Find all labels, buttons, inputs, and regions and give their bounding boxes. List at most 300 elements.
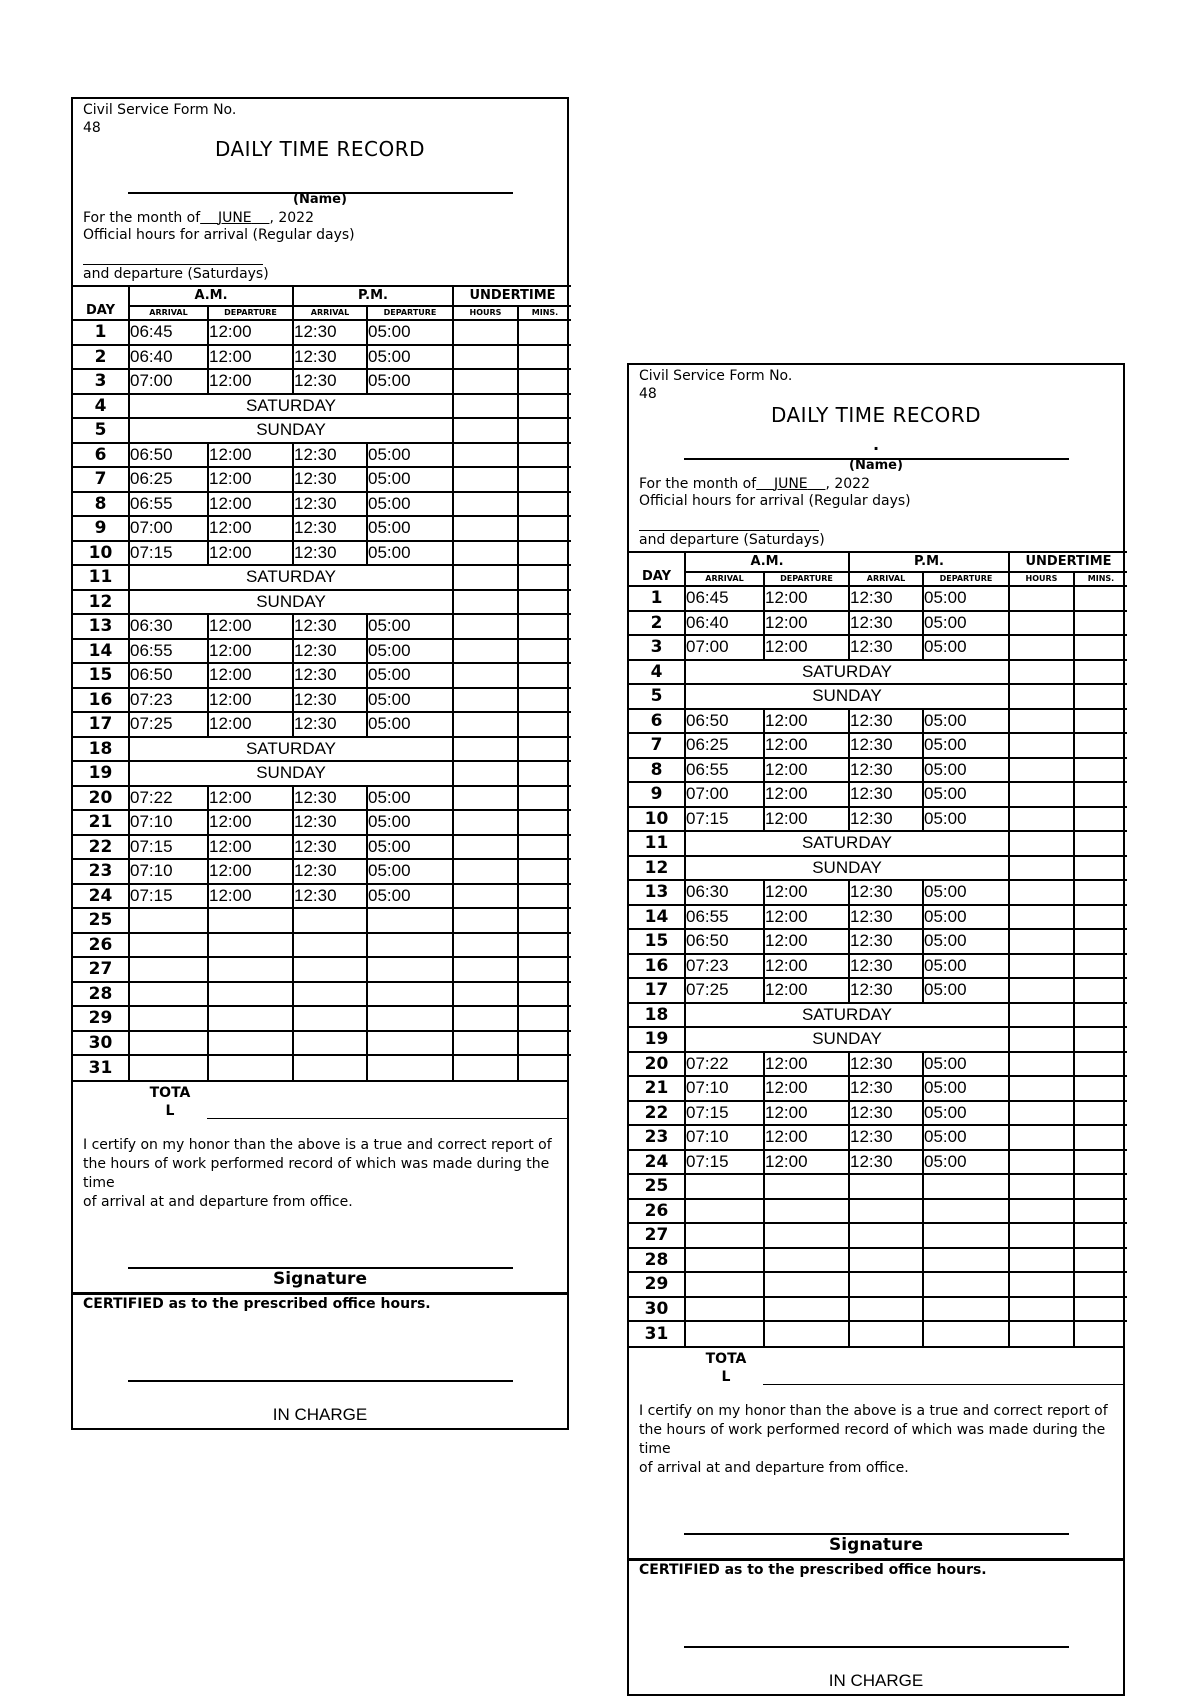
am-arrival-cell: 07:10: [129, 859, 208, 884]
am-arrival-cell: 07:10: [685, 1125, 764, 1150]
undertime-mins-cell: [1074, 782, 1127, 807]
table-row: [629, 611, 1127, 636]
am-departure-cell: [764, 1174, 849, 1199]
pm-departure-cell: 05:00: [367, 859, 453, 884]
undertime-hours-cell: [453, 639, 518, 664]
undertime-hours-cell: [453, 810, 518, 835]
day-number: 1: [629, 586, 685, 611]
pm-departure-cell: 05:00: [923, 954, 1009, 979]
am-arrival-cell: 06:30: [129, 614, 208, 639]
undertime-mins-cell: [1074, 1052, 1127, 1077]
pm-arrival-cell: [293, 1006, 367, 1031]
am-departure-cell: 12:00: [208, 467, 293, 492]
header-row-sub: [629, 572, 1127, 586]
undertime-mins-cell: [518, 639, 571, 664]
undertime-hours-cell: [1009, 660, 1074, 685]
day-number: 5: [629, 684, 685, 709]
header-row-sub: [73, 306, 571, 320]
pm-arrival-cell: 12:30: [849, 1052, 923, 1077]
am-arrival-cell: [129, 982, 208, 1007]
undertime-mins-cell: [518, 614, 571, 639]
hours-saturday: and departure (Saturdays): [639, 532, 825, 548]
undertime-hours-cell: [453, 957, 518, 982]
undertime-mins-cell: [1074, 1199, 1127, 1224]
pm-arrival-cell: 12:30: [849, 1076, 923, 1101]
day-number: 3: [73, 369, 129, 394]
am-departure-cell: 12:00: [764, 635, 849, 660]
undertime-mins-cell: [518, 1055, 571, 1080]
weekend-label: SUNDAY: [129, 761, 453, 786]
undertime-hours-cell: [453, 761, 518, 786]
signature-label: Signature: [273, 1268, 367, 1289]
undertime-hours-cell: [453, 884, 518, 909]
day-number: 24: [629, 1150, 685, 1175]
pm-arrival-cell: 12:30: [849, 611, 923, 636]
undertime-mins-cell: [518, 369, 571, 394]
day-number: 13: [629, 880, 685, 905]
am-departure-cell: 12:00: [764, 1125, 849, 1150]
in-charge-label: IN CHARGE: [272, 1404, 368, 1424]
table-row: [73, 590, 571, 615]
pm-arrival-cell: 12:30: [849, 1101, 923, 1126]
day-number: 4: [629, 660, 685, 685]
am-arrival-cell: [685, 1199, 764, 1224]
am-arrival-cell: 06:55: [129, 639, 208, 664]
pm-arrival-cell: 12:30: [849, 635, 923, 660]
am-departure-cell: 12:00: [208, 639, 293, 664]
undertime-mins-cell: [1074, 660, 1127, 685]
month-value: JUNE: [217, 210, 252, 226]
am-arrival-cell: [129, 933, 208, 958]
day-number: 25: [629, 1174, 685, 1199]
undertime-mins-cell: [518, 908, 571, 933]
undertime-mins-cell: [518, 516, 571, 541]
day-number: 14: [629, 905, 685, 930]
am-departure-cell: 12:00: [764, 929, 849, 954]
undertime-mins-cell: [1074, 856, 1127, 881]
undertime-hours-cell: [453, 541, 518, 566]
undertime-mins-cell: [518, 394, 571, 419]
table-row: [73, 908, 571, 933]
header-row-top: [629, 552, 1127, 572]
pm-arrival-cell: 12:30: [293, 663, 367, 688]
undertime-mins-cell: [1074, 807, 1127, 832]
am-departure-cell: 12:00: [208, 541, 293, 566]
undertime-mins-cell: [1074, 1248, 1127, 1273]
undertime-hours-cell: [1009, 954, 1074, 979]
am-arrival-cell: [129, 1006, 208, 1031]
pm-departure-cell: 05:00: [923, 1076, 1009, 1101]
pm-departure-cell: 05:00: [367, 320, 453, 345]
day-number: 30: [629, 1297, 685, 1322]
undertime-hours-cell: [1009, 1150, 1074, 1175]
dtr-form-right: [627, 363, 1125, 1696]
pm-departure-cell: 05:00: [367, 639, 453, 664]
pm-departure-cell: 05:00: [923, 880, 1009, 905]
day-number: 27: [629, 1223, 685, 1248]
day-number: 15: [629, 929, 685, 954]
table-row: [629, 1003, 1127, 1028]
am-arrival-cell: 07:00: [685, 635, 764, 660]
pm-arrival-cell: 12:30: [293, 639, 367, 664]
undertime-mins-cell: [518, 957, 571, 982]
pm-arrival-cell: 12:30: [293, 614, 367, 639]
undertime-hours-cell: [1009, 1125, 1074, 1150]
total-label: TOTA L: [149, 1084, 191, 1119]
am-departure-cell: 12:00: [208, 443, 293, 468]
form-title: DAILY TIME RECORD: [214, 137, 426, 161]
day-number: 2: [73, 345, 129, 370]
day-number: 7: [629, 733, 685, 758]
pm-departure-cell: 05:00: [367, 369, 453, 394]
am-arrival-cell: 07:22: [685, 1052, 764, 1077]
am-departure-cell: 12:00: [764, 954, 849, 979]
am-arrival-cell: 06:55: [685, 905, 764, 930]
pm-departure-cell: 05:00: [367, 541, 453, 566]
undertime-mins-cell: [1074, 1076, 1127, 1101]
pm-departure-cell: [923, 1272, 1009, 1297]
undertime-mins-cell: [1074, 954, 1127, 979]
undertime-mins-cell: [1074, 831, 1127, 856]
day-number: 18: [73, 737, 129, 762]
table-row: [629, 1125, 1127, 1150]
certified-box: [629, 1558, 1123, 1695]
pm-arrival-cell: [293, 1055, 367, 1080]
am-arrival-cell: 06:25: [685, 733, 764, 758]
table-row: [629, 905, 1127, 930]
undertime-hours-cell: [1009, 831, 1074, 856]
am-arrival-cell: 07:15: [129, 541, 208, 566]
am-departure-cell: 12:00: [764, 1150, 849, 1175]
total-label: TOTA L: [705, 1350, 747, 1385]
day-number: 16: [629, 954, 685, 979]
undertime-hours-cell: [1009, 1297, 1074, 1322]
weekend-label: SUNDAY: [129, 418, 453, 443]
pm-arrival-cell: 12:30: [293, 443, 367, 468]
pm-departure-cell: 05:00: [923, 929, 1009, 954]
day-number: 9: [73, 516, 129, 541]
am-arrival-cell: 07:15: [129, 884, 208, 909]
pm-departure-header: DEPARTURE: [923, 572, 1009, 586]
undertime-hours-cell: [453, 345, 518, 370]
undertime-mins-cell: [518, 933, 571, 958]
name-label: (Name): [293, 192, 347, 207]
am-arrival-cell: 06:30: [685, 880, 764, 905]
table-row: [629, 1297, 1127, 1322]
undertime-hours-cell: [1009, 880, 1074, 905]
pm-departure-cell: [923, 1174, 1009, 1199]
pm-departure-cell: 05:00: [367, 345, 453, 370]
am-arrival-cell: 06:50: [129, 443, 208, 468]
am-departure-header: DEPARTURE: [208, 306, 293, 320]
day-number: 14: [73, 639, 129, 664]
undertime-hours-cell: [1009, 905, 1074, 930]
pm-departure-cell: 05:00: [923, 1052, 1009, 1077]
undertime-hours-cell: [453, 859, 518, 884]
pm-arrival-cell: 12:30: [849, 586, 923, 611]
table-row: [73, 1055, 571, 1080]
am-arrival-header: ARRIVAL: [685, 572, 764, 586]
undertime-hours-cell: [1009, 856, 1074, 881]
day-number: 12: [629, 856, 685, 881]
undertime-mins-cell: [518, 492, 571, 517]
hours-regular: Official hours for arrival (Regular days): [639, 493, 911, 509]
undertime-mins-cell: [518, 1031, 571, 1056]
undertime-mins-cell: [518, 663, 571, 688]
am-arrival-cell: 07:25: [129, 712, 208, 737]
am-departure-cell: 12:00: [208, 345, 293, 370]
undertime-hours-cell: [1009, 1052, 1074, 1077]
undertime-hours-cell: [453, 492, 518, 517]
in-charge-line: [684, 1646, 1069, 1648]
pm-arrival-cell: 12:30: [293, 835, 367, 860]
am-departure-cell: 12:00: [764, 782, 849, 807]
undertime-hours-cell: [453, 712, 518, 737]
pm-arrival-cell: [293, 1031, 367, 1056]
undertime-mins-cell: [1074, 1101, 1127, 1126]
pm-arrival-cell: 12:30: [849, 758, 923, 783]
am-departure-cell: 12:00: [208, 835, 293, 860]
day-number: 19: [73, 761, 129, 786]
am-arrival-cell: 07:22: [129, 786, 208, 811]
pm-arrival-cell: 12:30: [293, 467, 367, 492]
undertime-mins-cell: [518, 1006, 571, 1031]
pm-departure-cell: 05:00: [367, 663, 453, 688]
day-number: 2: [629, 611, 685, 636]
undertime-hours-cell: [453, 590, 518, 615]
table-row: [73, 1006, 571, 1031]
day-number: 4: [73, 394, 129, 419]
pm-arrival-cell: 12:30: [849, 733, 923, 758]
pm-arrival-cell: 12:30: [293, 712, 367, 737]
table-row: [629, 1052, 1127, 1077]
am-departure-cell: 12:00: [208, 369, 293, 394]
pm-departure-cell: [367, 1055, 453, 1080]
day-header: DAY: [73, 286, 129, 320]
am-arrival-cell: 07:00: [685, 782, 764, 807]
undertime-hours-cell: [1009, 1199, 1074, 1224]
table-row: [629, 1321, 1127, 1346]
time-table-body: [73, 286, 571, 1080]
in-charge-label: IN CHARGE: [828, 1670, 924, 1690]
am-arrival-cell: 07:23: [129, 688, 208, 713]
undertime-hours-cell: [1009, 782, 1074, 807]
am-arrival-cell: 06:45: [129, 320, 208, 345]
table-row: [629, 1076, 1127, 1101]
table-row: [73, 663, 571, 688]
day-number: 31: [73, 1055, 129, 1080]
table-row: [629, 635, 1127, 660]
pm-departure-cell: 05:00: [923, 635, 1009, 660]
table-row: [73, 737, 571, 762]
am-arrival-cell: 06:45: [685, 586, 764, 611]
undertime-mins-cell: [1074, 1174, 1127, 1199]
am-departure-cell: 12:00: [764, 586, 849, 611]
month-value: JUNE: [773, 476, 808, 492]
pm-arrival-cell: 12:30: [849, 709, 923, 734]
undertime-mins-cell: [518, 688, 571, 713]
undertime-mins-cell: [1074, 635, 1127, 660]
table-row: [73, 418, 571, 443]
undertime-mins-cell: [518, 565, 571, 590]
pm-arrival-cell: [293, 957, 367, 982]
pm-arrival-cell: 12:30: [293, 859, 367, 884]
day-number: 3: [629, 635, 685, 660]
table-row: [73, 712, 571, 737]
csf-label: Civil Service Form No. 48: [83, 102, 237, 136]
form-header: [73, 99, 567, 285]
am-departure-cell: 12:00: [208, 859, 293, 884]
day-number: 20: [73, 786, 129, 811]
table-row: [629, 929, 1127, 954]
undertime-hours-cell: [453, 982, 518, 1007]
day-number: 25: [73, 908, 129, 933]
day-number: 8: [73, 492, 129, 517]
pm-arrival-header: ARRIVAL: [849, 572, 923, 586]
pm-arrival-cell: [293, 908, 367, 933]
pm-departure-cell: [923, 1321, 1009, 1346]
am-departure-cell: [764, 1297, 849, 1322]
am-departure-cell: [764, 1248, 849, 1273]
undertime-mins-cell: [1074, 880, 1127, 905]
day-number: 22: [73, 835, 129, 860]
hours-header: HOURS: [1009, 572, 1074, 586]
undertime-mins-cell: [518, 541, 571, 566]
pm-departure-cell: 05:00: [923, 733, 1009, 758]
pm-arrival-cell: [849, 1272, 923, 1297]
pm-departure-cell: [923, 1199, 1009, 1224]
pm-arrival-cell: 12:30: [293, 369, 367, 394]
table-row: [629, 1199, 1127, 1224]
form-footer: [73, 1080, 567, 1428]
undertime-mins-cell: [1074, 905, 1127, 930]
undertime-mins-cell: [1074, 1297, 1127, 1322]
undertime-mins-cell: [518, 418, 571, 443]
pm-departure-cell: [367, 908, 453, 933]
table-row: [629, 782, 1127, 807]
table-row: [73, 933, 571, 958]
undertime-mins-cell: [1074, 1003, 1127, 1028]
table-row: [629, 856, 1127, 881]
am-departure-cell: 12:00: [764, 1101, 849, 1126]
table-row: [73, 957, 571, 982]
undertime-hours-cell: [453, 394, 518, 419]
day-number: 11: [73, 565, 129, 590]
undertime-hours-cell: [453, 1031, 518, 1056]
am-header: A.M.: [129, 286, 293, 306]
weekend-label: SATURDAY: [129, 394, 453, 419]
am-departure-cell: 12:00: [208, 688, 293, 713]
header-row-top: [73, 286, 571, 306]
am-arrival-cell: [129, 908, 208, 933]
table-row: [73, 688, 571, 713]
undertime-hours-cell: [1009, 1272, 1074, 1297]
am-departure-cell: [208, 1031, 293, 1056]
table-row: [73, 516, 571, 541]
undertime-mins-cell: [518, 467, 571, 492]
am-departure-cell: 12:00: [764, 733, 849, 758]
pm-arrival-cell: 12:30: [293, 345, 367, 370]
undertime-hours-cell: [453, 565, 518, 590]
day-number: 24: [73, 884, 129, 909]
table-row: [629, 1223, 1127, 1248]
undertime-hours-cell: [1009, 709, 1074, 734]
hours-header: HOURS: [453, 306, 518, 320]
am-departure-cell: [208, 957, 293, 982]
pm-departure-cell: [367, 1006, 453, 1031]
undertime-header: UNDERTIME: [453, 286, 571, 306]
month-prefix: For the month of: [83, 210, 201, 226]
pm-departure-cell: 05:00: [367, 492, 453, 517]
undertime-hours-cell: [453, 908, 518, 933]
undertime-hours-cell: [1009, 684, 1074, 709]
pm-arrival-cell: 12:30: [849, 929, 923, 954]
table-row: [73, 565, 571, 590]
undertime-hours-cell: [1009, 1101, 1074, 1126]
day-number: 26: [629, 1199, 685, 1224]
pm-departure-cell: 05:00: [923, 978, 1009, 1003]
pm-departure-cell: [923, 1297, 1009, 1322]
day-number: 5: [73, 418, 129, 443]
table-row: [629, 586, 1127, 611]
am-departure-cell: 12:00: [764, 709, 849, 734]
pm-arrival-cell: [293, 933, 367, 958]
table-row: [73, 369, 571, 394]
pm-header: P.M.: [849, 552, 1009, 572]
am-arrival-cell: [685, 1174, 764, 1199]
total-line: [207, 1118, 569, 1119]
pm-arrival-cell: [849, 1174, 923, 1199]
am-arrival-cell: [685, 1297, 764, 1322]
pm-departure-cell: 05:00: [367, 516, 453, 541]
pm-departure-cell: 05:00: [367, 688, 453, 713]
undertime-hours-cell: [453, 1006, 518, 1031]
time-table: [73, 285, 571, 1080]
pm-arrival-cell: 12:30: [293, 786, 367, 811]
weekend-label: SATURDAY: [685, 831, 1009, 856]
table-row: [73, 1031, 571, 1056]
undertime-mins-cell: [1074, 733, 1127, 758]
am-departure-cell: [208, 982, 293, 1007]
am-arrival-cell: 06:55: [129, 492, 208, 517]
undertime-hours-cell: [1009, 1003, 1074, 1028]
certify-text: I certify on my honor than the above is a true and correct report of the hours of work performed record of which was made during the time of arrival at and departure from office.: [83, 1136, 552, 1210]
day-number: 17: [629, 978, 685, 1003]
day-number: 22: [629, 1101, 685, 1126]
undertime-mins-cell: [518, 320, 571, 345]
pm-departure-cell: 05:00: [923, 709, 1009, 734]
in-charge-line: [128, 1380, 513, 1382]
table-row: [629, 1174, 1127, 1199]
day-number: 20: [629, 1052, 685, 1077]
undertime-mins-cell: [518, 884, 571, 909]
pm-departure-cell: 05:00: [923, 1101, 1009, 1126]
undertime-hours-cell: [453, 443, 518, 468]
signature-label: Signature: [829, 1534, 923, 1555]
day-number: 23: [629, 1125, 685, 1150]
am-arrival-cell: 06:50: [685, 929, 764, 954]
pm-arrival-cell: 12:30: [849, 1150, 923, 1175]
pm-arrival-cell: [849, 1248, 923, 1273]
form-footer: [629, 1346, 1123, 1694]
table-row: [629, 954, 1127, 979]
am-arrival-cell: [129, 957, 208, 982]
pm-arrival-cell: 12:30: [849, 905, 923, 930]
undertime-hours-cell: [1009, 733, 1074, 758]
weekend-label: SUNDAY: [129, 590, 453, 615]
am-departure-cell: 12:00: [208, 492, 293, 517]
hours-saturday: and departure (Saturdays): [83, 266, 269, 282]
